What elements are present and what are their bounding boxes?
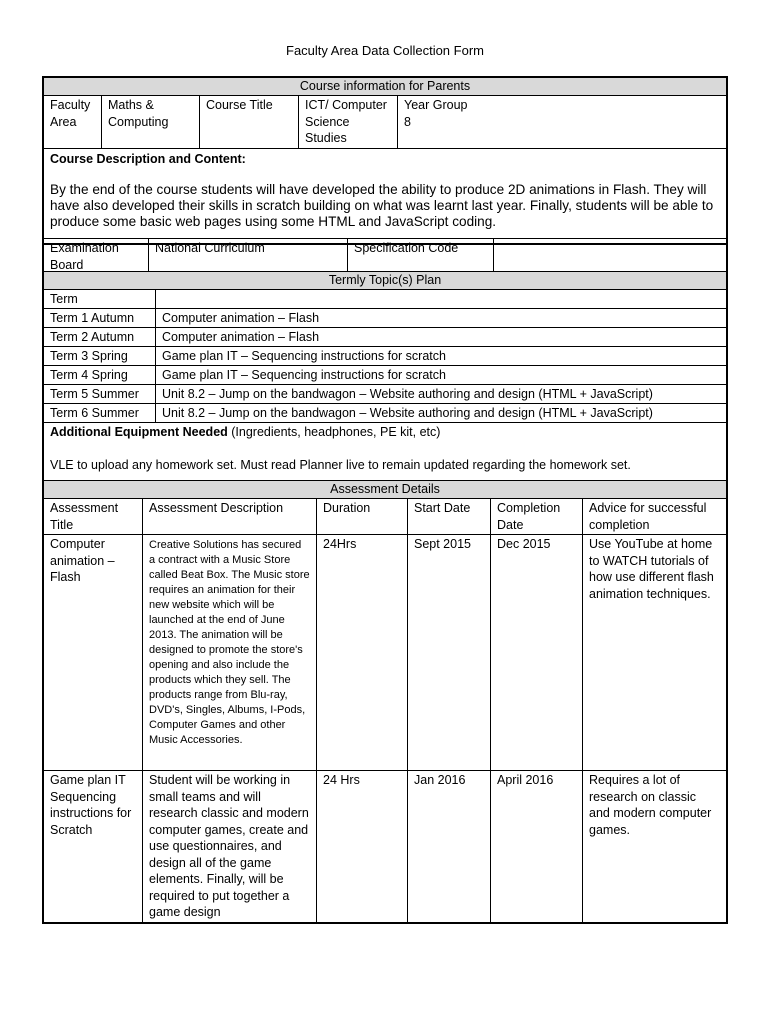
assessment-advice: Use YouTube at home to WATCH tutorials of how use different flash animation techniques. [583,535,727,771]
table-row [44,771,727,923]
term-topic: Computer animation – Flash [156,309,727,328]
term-name: Term 1 Autumn [44,309,156,328]
table-row [44,404,727,423]
faculty-value: Maths & Computing [102,96,200,149]
equipment-label: Additional Equipment Needed [50,425,228,439]
term-name: Term 2 Autumn [44,328,156,347]
column-header: Assessment Description [143,499,317,535]
assessment-header: Assessment Details [44,481,727,499]
table-row [44,328,727,347]
assessment-description: Creative Solutions has secured a contract with a Music Store called Beat Box. The Music store requires an animation for their new website which will be launched at the end of June 2013. The animation will be designed to promote the store's opening and also include the products which they sell. The products range from Blu-ray, DVD's, Singles, Albums, I-Pods, Computer Games and other Music Accessories. [143,535,317,771]
spec-code-value [494,239,727,275]
term-name: Term 4 Spring [44,366,156,385]
equipment-heading [50,424,720,441]
assessment-start: Jan 2016 [408,771,491,923]
course-description [44,148,727,243]
course-description-text: By the end of the course students will have developed the ability to produce 2D animations in Flash. They will have also developed their skills in scratch building on what was learnt last year. Finally, students will be able to produce some basic web pages using some HTML and JavaScript coding. [50,182,714,229]
course-title-value: ICT/ Computer Science Studies [299,96,398,149]
assessment-duration: 24Hrs [317,535,408,771]
term-label: Term [44,290,156,309]
assessment-duration: 24 Hrs [317,771,408,923]
table-row [44,309,727,328]
term-topic: Game plan IT – Sequencing instructions for scratch [156,366,727,385]
term-topic: Unit 8.2 – Jump on the bandwagon – Website authoring and design (HTML + JavaScript) [156,404,727,423]
term-name: Term 6 Summer [44,404,156,423]
course-description-label: Course Description and Content: [50,151,246,166]
term-topic: Computer animation – Flash [156,328,727,347]
year-group [398,96,727,149]
assessment-description: Student will be working in small teams and will research classic and modern computer games, create and use questionnaires, and design all of the game elements. Finally, will be required to put together a game design [143,771,317,923]
term-name: Term 3 Spring [44,347,156,366]
term-topic: Unit 8.2 – Jump on the bandwagon – Website authoring and design (HTML + JavaScript) [156,385,727,404]
national-curriculum-label: National Curriculum [149,239,348,275]
spec-code-label: Specification Code [348,239,494,275]
year-group-label: Year Group [404,98,468,112]
assessment-section [42,480,728,924]
assessment-title: Computer animation – Flash [44,535,143,771]
equipment-text: VLE to upload any homework set. Must read Planner live to remain updated regarding the homework set. [50,457,631,472]
exam-board-label: Examination Board [44,239,149,275]
equipment-note: (Ingredients, headphones, PE kit, etc) [227,425,441,439]
faculty-label: Faculty Area [44,96,102,149]
assessment-completion: Dec 2015 [491,535,583,771]
course-info-header: Course information for Parents [44,78,727,96]
column-header: Completion Date [491,499,583,535]
termly-plan-section [42,271,728,490]
column-header: Duration [317,499,408,535]
term-topic: Game plan IT – Sequencing instructions for scratch [156,347,727,366]
year-group-value: 8 [404,114,411,129]
column-header: Advice for successful completion [583,499,727,535]
assessment-start: Sept 2015 [408,535,491,771]
equipment-cell [44,423,727,489]
course-title-label: Course Title [200,96,299,149]
termly-plan-header: Termly Topic(s) Plan [44,272,727,290]
table-row [44,347,727,366]
assessment-completion: April 2016 [491,771,583,923]
assessment-title: Game plan IT Sequencing instructions for Scratch [44,771,143,923]
table-row [44,535,727,771]
table-row [44,385,727,404]
column-header: Start Date [408,499,491,535]
column-header: Assessment Title [44,499,143,535]
form-title: Faculty Area Data Collection Form [286,43,484,58]
assessment-advice: Requires a lot of research on classic and modern computer games. [583,771,727,923]
term-name: Term 5 Summer [44,385,156,404]
table-row [44,366,727,385]
course-info-section [42,76,728,245]
